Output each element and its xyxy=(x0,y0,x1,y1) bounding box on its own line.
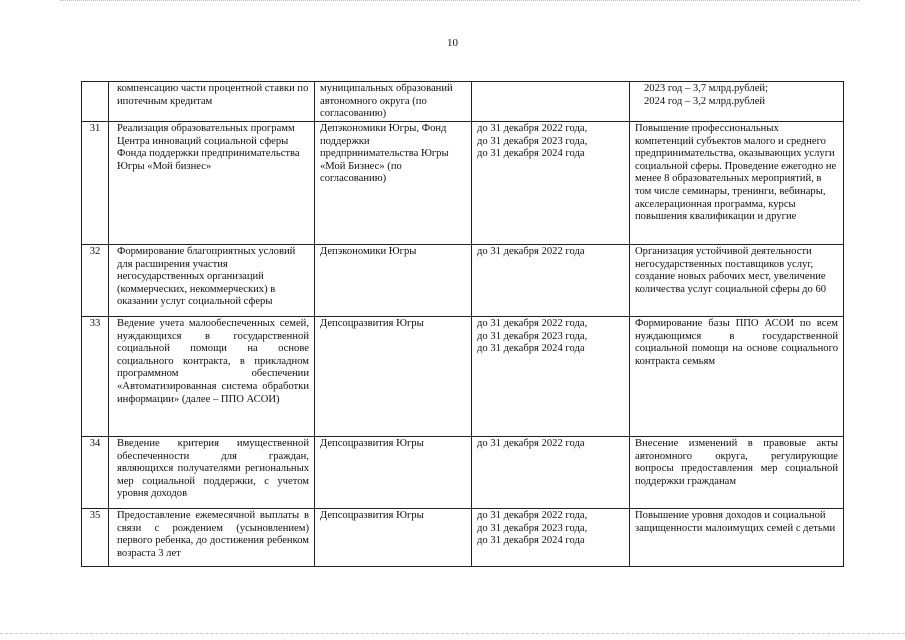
row-number xyxy=(82,82,109,122)
measures-table xyxy=(81,81,844,567)
result-line: 2023 год – 3,7 млрд.рублей; xyxy=(644,83,769,94)
table-row xyxy=(82,317,844,437)
deadline-cell xyxy=(472,437,630,509)
scan-bottom-edge xyxy=(0,630,905,634)
responsible-cell: Депэкономики Югры xyxy=(315,245,472,317)
result-cell xyxy=(630,82,844,122)
scan-top-edge xyxy=(60,0,860,5)
row-number: 32 xyxy=(82,245,109,317)
table-row xyxy=(82,82,844,122)
action-cell: Формирование благоприятных условий для расширения участия негосударственных организаций (коммерческих, некоммерческих) в оказании услуг социальной сферы xyxy=(109,245,315,317)
deadline-cell xyxy=(472,317,630,437)
deadline-line: до 31 декабря 2024 года xyxy=(477,343,585,355)
table-row xyxy=(82,122,844,245)
result-cell: Повышение уровня доходов и социальной защищенности малоимущих семей с детьми xyxy=(630,509,844,567)
result-cell: Формирование базы ППО АСОИ по всем нуждающимся в государственной социальной помощи на основе социального контракта семьям xyxy=(630,317,844,437)
deadline-line: до 31 декабря 2022 года, xyxy=(477,318,588,329)
result-line: 2024 год – 3,2 млрд.рублей xyxy=(644,95,766,107)
responsible-cell: Депсоцразвития Югры xyxy=(315,437,472,509)
result-cell: Внесение изменений в правовые акты автономного округа, регулирующие вопросы предоставления мер социальной поддержки гражданам xyxy=(630,437,844,509)
deadline-cell xyxy=(472,245,630,317)
deadline-line: до 31 декабря 2022 года xyxy=(477,438,585,449)
responsible-cell: Депэкономики Югры, Фонд поддержки предпринимательства Югры «Мой Бизнес» (по согласованию) xyxy=(315,122,472,245)
deadline-line: до 31 декабря 2022 года, xyxy=(477,510,588,521)
deadline-line: до 31 декабря 2022 года, xyxy=(477,123,588,134)
action-cell: Введение критерия имущественной обеспеченности для граждан, являющихся получателями региональных мер социальной поддержки, с учетом уровня доходов xyxy=(109,437,315,509)
deadline-line: до 31 декабря 2023 года, xyxy=(477,135,588,147)
action-cell: Ведение учета малообеспеченных семей, нуждающихся в государственной социальной помощи на основе социального контракта, в прикладном программном обеспечении «Автоматизированная система обработки информации» (далее – ППО АСОИ) xyxy=(109,317,315,437)
table-row xyxy=(82,245,844,317)
deadline-line: до 31 декабря 2023 года, xyxy=(477,522,588,534)
page-number: 10 xyxy=(447,37,458,49)
deadline-line: до 31 декабря 2022 года xyxy=(477,246,585,257)
deadline-line: до 31 декабря 2024 года xyxy=(477,535,585,547)
responsible-cell: Депсоцразвития Югры xyxy=(315,317,472,437)
deadline-cell xyxy=(472,122,630,245)
deadline-cell xyxy=(472,82,630,122)
responsible-cell: Депсоцразвития Югры xyxy=(315,509,472,567)
result-cell: Повышение профессиональных компетенций субъектов малого и среднего предпринимательства, оказывающих услуги социальной сферы. Проведение ежегодно не менее 8 образовательных мероприятий, в том числе семинары, тренинги, вебинары, акселерационная программа, курсы повышения квалификации и другие xyxy=(630,122,844,245)
action-cell: Реализация образовательных программ Центра инноваций социальной сферы Фонда поддержки предпринимательства Югры «Мой бизнес» xyxy=(109,122,315,245)
row-number: 35 xyxy=(82,509,109,567)
table-row xyxy=(82,437,844,509)
deadline-line: до 31 декабря 2024 года xyxy=(477,148,585,160)
deadline-line: до 31 декабря 2023 года, xyxy=(477,330,588,342)
action-cell: компенсацию части процентной ставки по ипотечным кредитам xyxy=(109,82,315,122)
row-number: 31 xyxy=(82,122,109,245)
responsible-cell: муниципальных образований автономного округа (по согласованию) xyxy=(315,82,472,122)
deadline-cell xyxy=(472,509,630,567)
table-row xyxy=(82,509,844,567)
result-cell: Организация устойчивой деятельности негосударственных поставщиков услуг, создание новых рабочих мест, увеличение количества услуг социальной сферы до 60 xyxy=(630,245,844,317)
action-cell: Предоставление ежемесячной выплаты в связи с рождением (усыновлением) первого ребенка, до достижения ребенком возраста 3 лет xyxy=(109,509,315,567)
row-number: 33 xyxy=(82,317,109,437)
row-number: 34 xyxy=(82,437,109,509)
